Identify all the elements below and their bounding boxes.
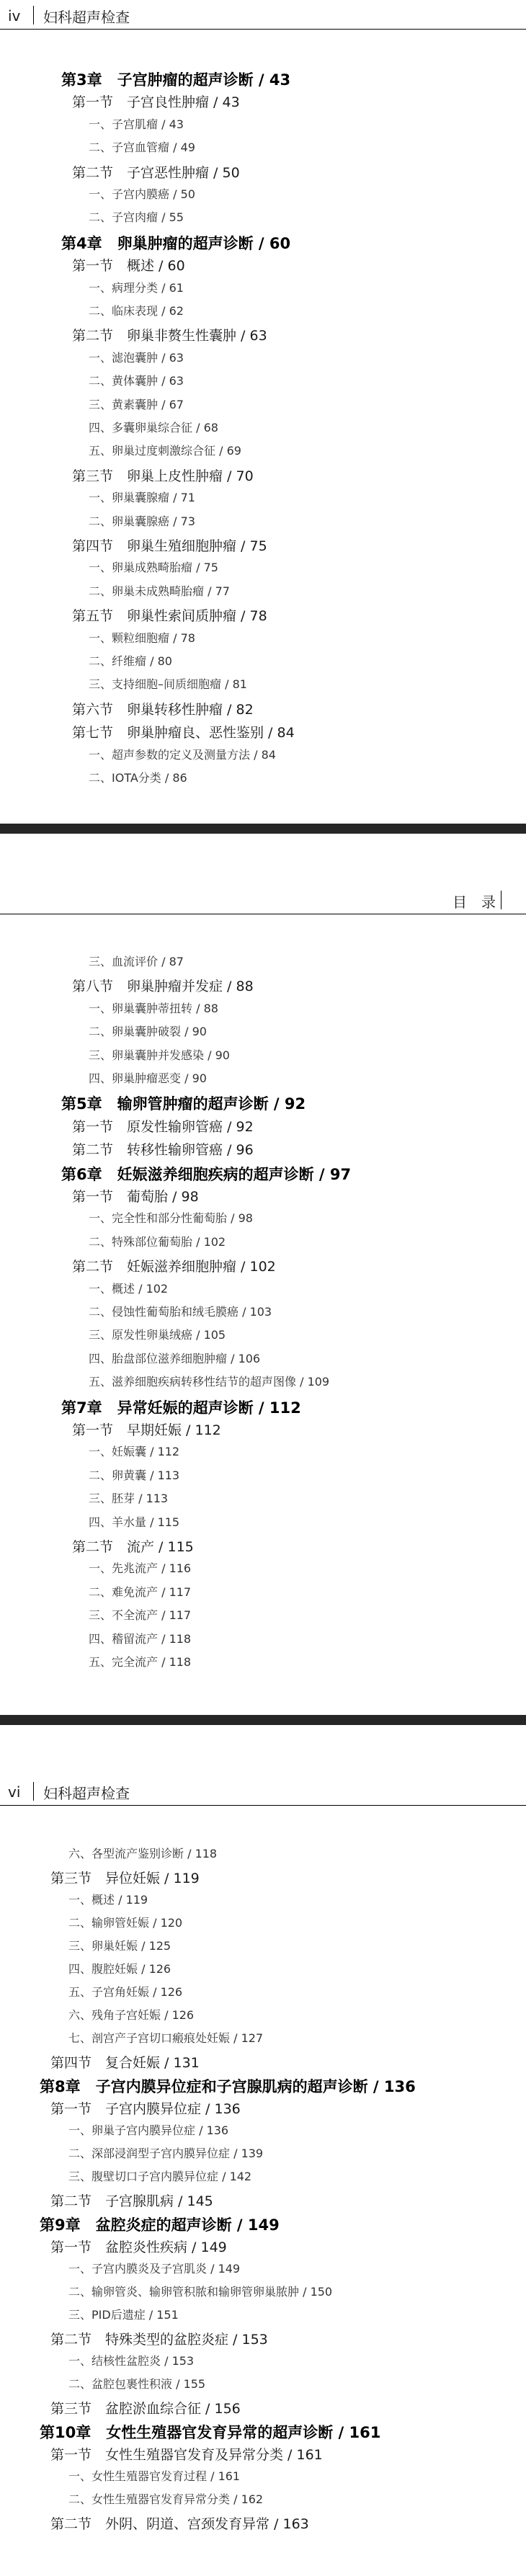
chapter-entry[interactable]: 第10章 女性生殖器官发育异常的超声诊断 / 161: [40, 2424, 381, 2441]
subsection-entry[interactable]: 五、滋养细胞疾病转移性结节的超声图像 / 109: [89, 1375, 330, 1389]
subsection-entry[interactable]: 二、特殊部位葡萄胎 / 102: [89, 1234, 226, 1249]
section-entry[interactable]: 第二节 子宫恶性肿瘤 / 50: [72, 164, 240, 181]
subsection-entry[interactable]: 二、子宫肉瘤 / 55: [89, 210, 184, 225]
section-entry[interactable]: 第二节 转移性输卵管癌 / 96: [72, 1142, 254, 1159]
subsection-entry[interactable]: 二、输卵管炎、输卵管积脓和输卵管卵巢脓肿 / 150: [68, 2285, 333, 2299]
header-divider: [33, 1782, 34, 1801]
subsection-entry[interactable]: 一、超声参数的定义及测量方法 / 84: [89, 747, 276, 762]
book-title: 妇科超声检查: [43, 9, 130, 26]
page-separator: [0, 1715, 526, 1725]
subsection-entry[interactable]: 一、卵巢囊腺瘤 / 71: [89, 491, 195, 505]
chapter-entry[interactable]: 第5章 输卵管肿瘤的超声诊断 / 92: [61, 1095, 306, 1113]
section-entry[interactable]: 第二节 子宫腺肌病 / 145: [50, 2193, 213, 2209]
page-header-1: [0, 0, 526, 29]
section-entry[interactable]: 第一节 子宫良性肿瘤 / 43: [72, 94, 240, 111]
subsection-entry[interactable]: 四、胎盘部位滋养细胞肿瘤 / 106: [89, 1351, 261, 1365]
section-entry[interactable]: 第一节 盆腔炎性疾病 / 149: [50, 2239, 227, 2255]
section-entry[interactable]: 第二节 外阴、阴道、宫颈发育异常 / 163: [50, 2516, 309, 2532]
section-entry[interactable]: 第二节 妊娠滋养细胞肿瘤 / 102: [72, 1259, 276, 1275]
subsection-entry[interactable]: 一、结核性盆腔炎 / 153: [68, 2354, 195, 2368]
subsection-entry[interactable]: 一、概述 / 119: [68, 1893, 148, 1907]
subsection-entry[interactable]: 三、卵巢囊肿并发感染 / 90: [89, 1048, 230, 1062]
section-entry[interactable]: 第四节 卵巢生殖细胞肿瘤 / 75: [72, 538, 267, 554]
page-number: iv: [8, 7, 21, 24]
subsection-entry[interactable]: 一、先兆流产 / 116: [89, 1561, 192, 1576]
chapter-entry[interactable]: 第4章 卵巢肿瘤的超声诊断 / 60: [61, 234, 291, 252]
subsection-entry[interactable]: 二、深部浸润型子宫内膜异位症 / 139: [68, 2147, 264, 2160]
page-header-2: [0, 885, 526, 914]
section-entry[interactable]: 第三节 异位妊娠 / 119: [50, 1871, 200, 1886]
section-entry[interactable]: 第一节 早期妊娠 / 112: [72, 1422, 221, 1438]
subsection-entry[interactable]: 一、卵巢囊肿蒂扭转 / 88: [89, 1001, 218, 1015]
section-title: 目 录: [453, 893, 496, 911]
chapter-entry[interactable]: 第6章 妊娠滋养细胞疾病的超声诊断 / 97: [61, 1165, 352, 1183]
subsection-entry[interactable]: 二、输卵管妊娠 / 120: [68, 1916, 183, 1930]
section-entry[interactable]: 第三节 盆腔淤血综合征 / 156: [50, 2401, 241, 2417]
section-entry[interactable]: 第三节 卵巢上皮性肿瘤 / 70: [72, 468, 254, 484]
header-divider: [33, 6, 34, 24]
subsection-entry[interactable]: 二、纤维瘤 / 80: [89, 654, 172, 668]
header-rule: [0, 1805, 526, 1806]
subsection-entry[interactable]: 一、概述 / 102: [89, 1281, 169, 1296]
chapter-entry[interactable]: 第8章 子宫内膜异位症和子宫腺肌病的超声诊断 / 136: [40, 2078, 416, 2095]
subsection-entry[interactable]: 三、胚芽 / 113: [89, 1492, 169, 1506]
section-entry[interactable]: 第一节 葡萄胎 / 98: [72, 1189, 199, 1205]
section-entry[interactable]: 第一节 概述 / 60: [72, 258, 185, 275]
subsection-entry[interactable]: 一、完全性和部分性葡萄胎 / 98: [89, 1211, 253, 1226]
subsection-entry[interactable]: 三、黄素囊肿 / 67: [89, 397, 184, 411]
section-entry[interactable]: 第一节 女性生殖器官发育及异常分类 / 161: [50, 2447, 323, 2463]
page-header-3: [0, 1776, 526, 1805]
subsection-entry[interactable]: 一、卵巢成熟畸胎瘤 / 75: [89, 561, 218, 575]
subsection-entry[interactable]: 一、子宫肌瘤 / 43: [89, 117, 184, 131]
subsection-entry[interactable]: 六、各型流产鉴别诊断 / 118: [68, 1847, 218, 1860]
subsection-entry[interactable]: 五、卵巢过度刺激综合征 / 69: [89, 444, 241, 458]
header-rule: [0, 29, 526, 30]
subsection-entry[interactable]: 六、残角子宫妊娠 / 126: [68, 2008, 195, 2022]
subsection-entry[interactable]: 三、支持细胞–间质细胞瘤 / 81: [89, 677, 247, 692]
subsection-entry[interactable]: 一、子宫内膜炎及子宫肌炎 / 149: [68, 2262, 241, 2276]
book-title: 妇科超声检查: [43, 1785, 130, 1802]
subsection-entry[interactable]: 二、卵巢囊腺癌 / 73: [89, 514, 195, 528]
chapter-entry[interactable]: 第7章 异常妊娠的超声诊断 / 112: [61, 1399, 301, 1417]
section-entry[interactable]: 第二节 流产 / 115: [72, 1539, 194, 1555]
page-separator: [0, 824, 526, 834]
subsection-entry[interactable]: 一、滤泡囊肿 / 63: [89, 350, 184, 365]
subsection-entry[interactable]: 三、卵巢妊娠 / 125: [68, 1939, 171, 1953]
section-entry[interactable]: 第五节 卵巢性索间质肿瘤 / 78: [72, 608, 267, 625]
subsection-entry[interactable]: 二、难免流产 / 117: [89, 1585, 192, 1599]
section-entry[interactable]: 第一节 子宫内膜异位症 / 136: [50, 2101, 241, 2117]
subsection-entry[interactable]: 一、子宫内膜癌 / 50: [89, 187, 195, 201]
subsection-entry[interactable]: 三、腹壁切口子宫内膜异位症 / 142: [68, 2170, 252, 2183]
chapter-entry[interactable]: 第9章 盆腔炎症的超声诊断 / 149: [40, 2216, 280, 2234]
subsection-entry[interactable]: 一、妊娠囊 / 112: [89, 1445, 180, 1459]
subsection-entry[interactable]: 四、羊水量 / 115: [89, 1515, 180, 1529]
subsection-entry[interactable]: 五、子宫角妊娠 / 126: [68, 1985, 183, 1999]
subsection-entry[interactable]: 二、卵黄囊 / 113: [89, 1468, 180, 1482]
subsection-entry[interactable]: 二、女性生殖器官发育异常分类 / 162: [68, 2492, 264, 2506]
subsection-entry[interactable]: 二、卵巢囊肿破裂 / 90: [89, 1025, 207, 1039]
subsection-entry[interactable]: 四、稽留流产 / 118: [89, 1631, 192, 1646]
section-entry[interactable]: 第六节 卵巢转移性肿瘤 / 82: [72, 701, 254, 718]
subsection-entry[interactable]: 二、临床表现 / 62: [89, 304, 184, 318]
subsection-entry[interactable]: 三、不全流产 / 117: [89, 1608, 192, 1623]
subsection-entry[interactable]: 五、完全流产 / 118: [89, 1655, 192, 1669]
subsection-entry[interactable]: 四、腹腔妊娠 / 126: [68, 1962, 171, 1976]
header-divider: [501, 891, 502, 909]
section-entry[interactable]: 第七节 卵巢肿瘤良、恶性鉴别 / 84: [72, 725, 295, 741]
subsection-entry[interactable]: 二、黄体囊肿 / 63: [89, 374, 184, 388]
subsection-entry[interactable]: 三、原发性卵巢绒癌 / 105: [89, 1328, 226, 1342]
subsection-entry[interactable]: 二、盆腔包裹性积液 / 155: [68, 2377, 206, 2391]
subsection-entry[interactable]: 二、卵巢未成熟畸胎瘤 / 77: [89, 584, 230, 598]
chapter-entry[interactable]: 第3章 子宫肿瘤的超声诊断 / 43: [61, 71, 291, 89]
page-number: vi: [8, 1783, 21, 1801]
section-entry[interactable]: 第四节 复合妊娠 / 131: [50, 2055, 200, 2071]
subsection-entry[interactable]: 一、颗粒细胞瘤 / 78: [89, 630, 195, 645]
section-entry[interactable]: 第二节 卵巢非赘生性囊肿 / 63: [72, 328, 267, 344]
subsection-entry[interactable]: 三、PID后遗症 / 151: [68, 2308, 179, 2322]
section-entry[interactable]: 第二节 特殊类型的盆腔炎症 / 153: [50, 2332, 268, 2348]
section-entry[interactable]: 第一节 原发性输卵管癌 / 92: [72, 1118, 254, 1135]
subsection-entry[interactable]: 一、女性生殖器官发育过程 / 161: [68, 2469, 241, 2483]
subsection-entry[interactable]: 三、血流评价 / 87: [89, 955, 184, 968]
section-entry[interactable]: 第八节 卵巢肿瘤并发症 / 88: [72, 979, 254, 995]
subsection-entry[interactable]: 四、卵巢肿瘤恶变 / 90: [89, 1071, 207, 1085]
subsection-entry[interactable]: 二、侵蚀性葡萄胎和绒毛膜癌 / 103: [89, 1305, 272, 1319]
subsection-entry[interactable]: 一、病理分类 / 61: [89, 280, 184, 295]
subsection-entry[interactable]: 二、子宫血管瘤 / 49: [89, 141, 195, 155]
subsection-entry[interactable]: 四、多囊卵巢综合征 / 68: [89, 421, 218, 434]
subsection-entry[interactable]: 七、剖宫产子宫切口瘢痕处妊娠 / 127: [68, 2031, 264, 2045]
subsection-entry[interactable]: 二、IOTA分类 / 86: [89, 771, 187, 785]
subsection-entry[interactable]: 一、卵巢子宫内膜异位症 / 136: [68, 2123, 229, 2137]
